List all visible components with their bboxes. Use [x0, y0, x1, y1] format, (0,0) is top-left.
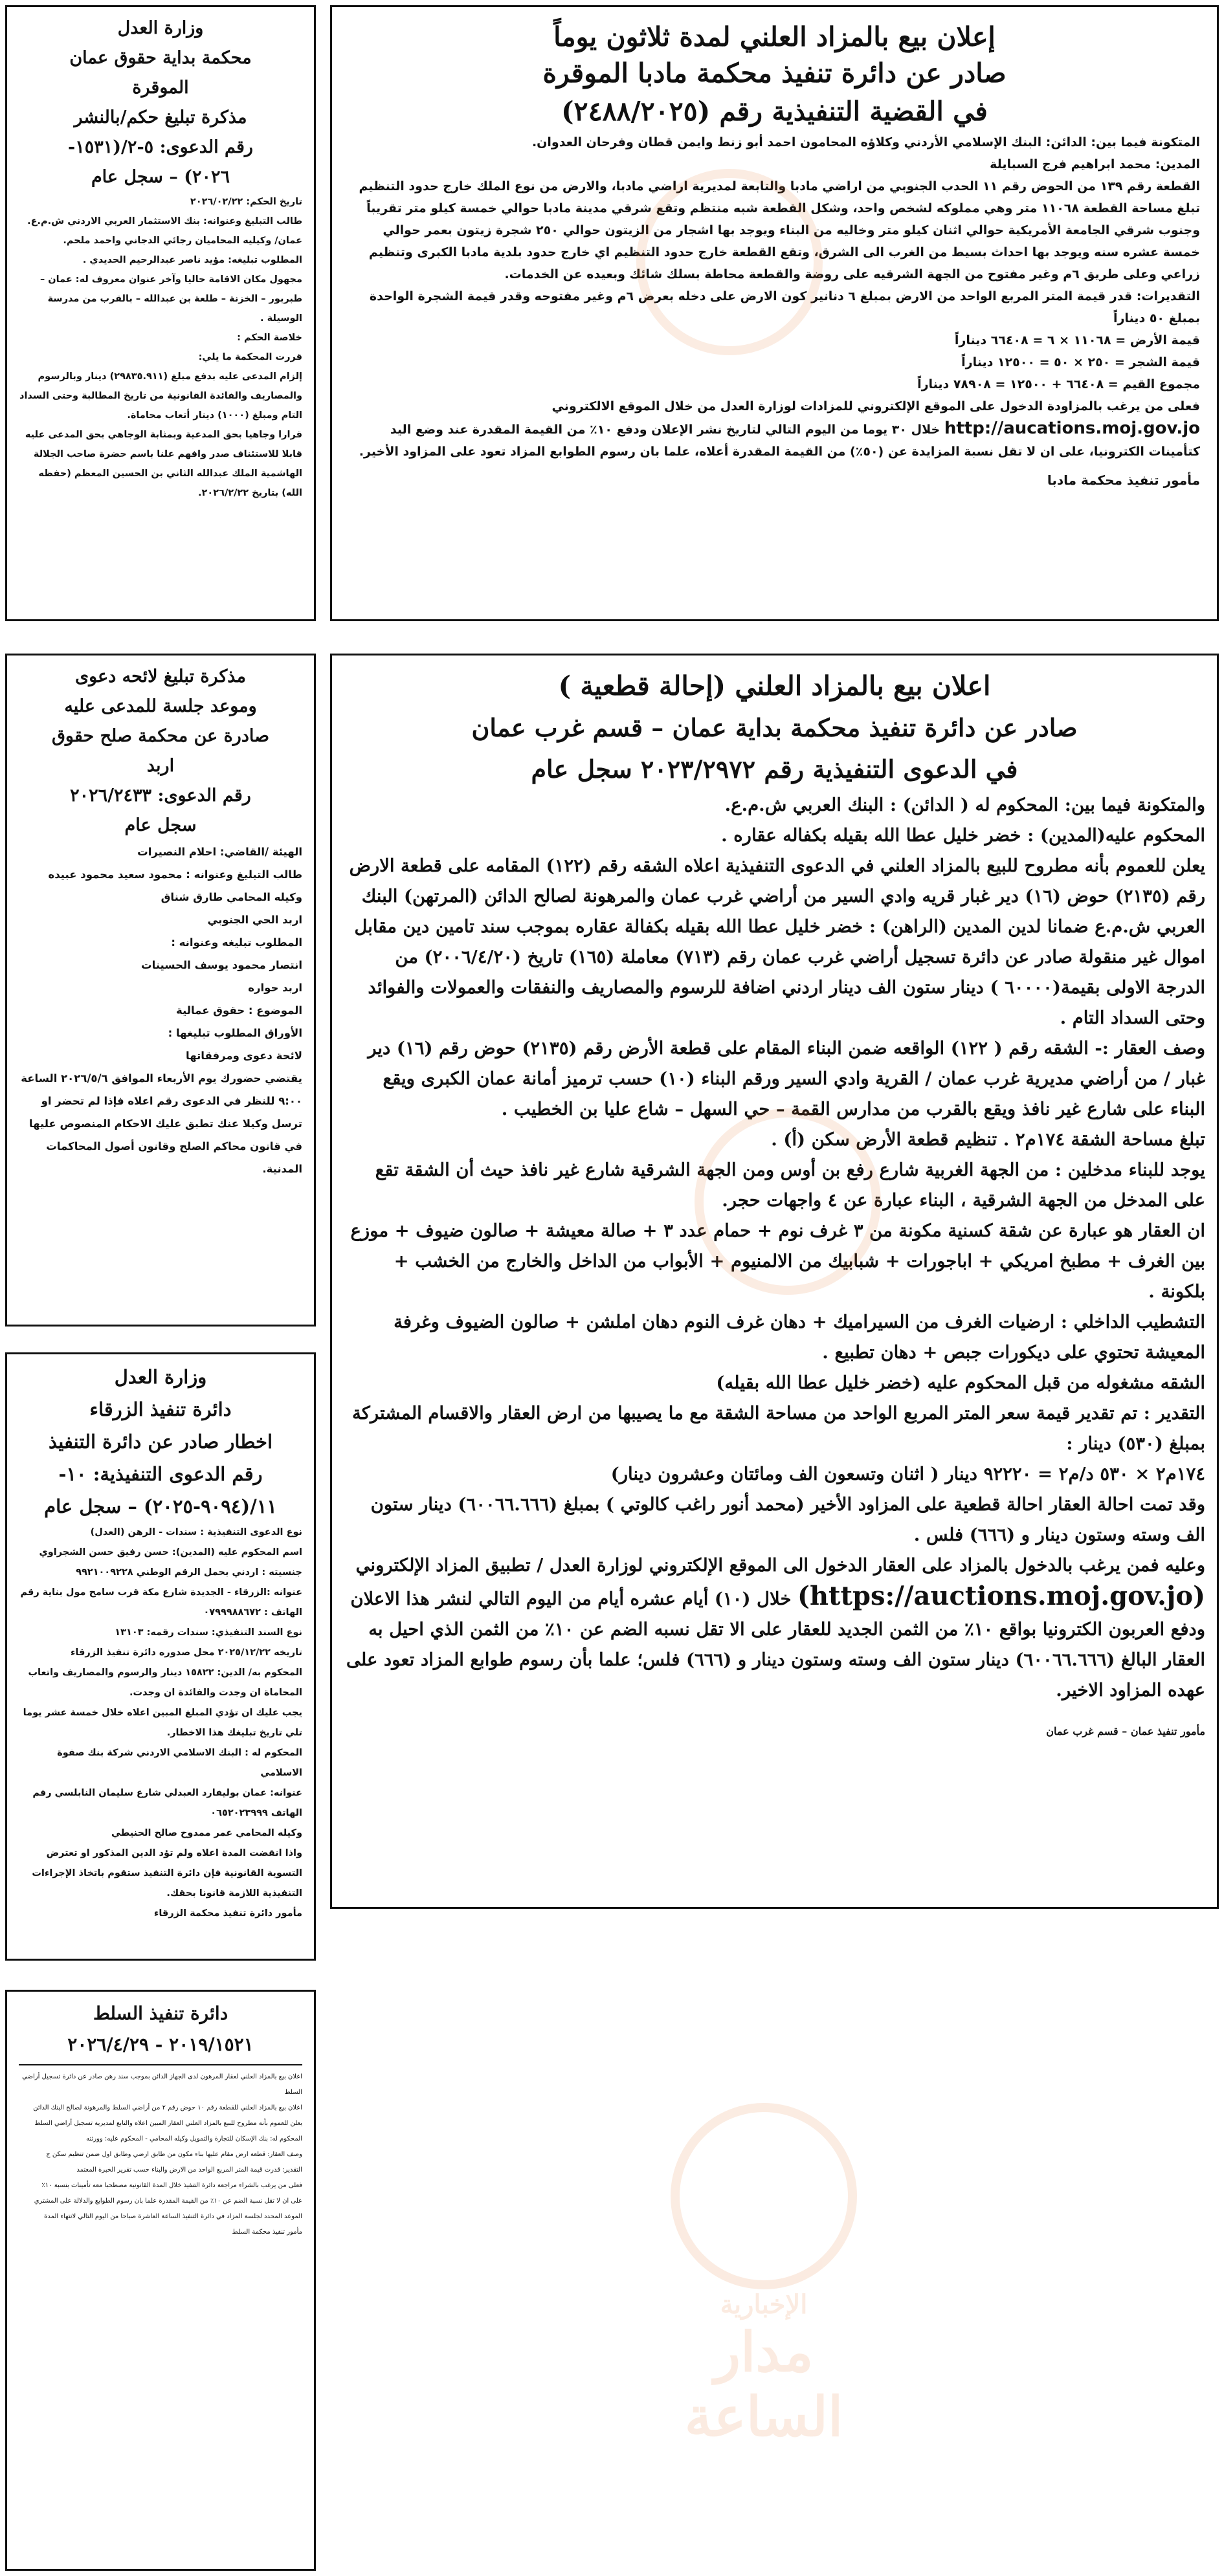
bid-instructions: [349, 395, 1200, 463]
case-number: رقم الدعوى: ٢٠٢٦/٢٤٣٣: [70, 786, 251, 806]
paragraph: المحكوم عليه(المدين) : خضر خليل عطا الله بقيله بكفاله عقاره .: [721, 825, 1205, 846]
notice-title: اعلان بيع بالمزاد العلني (إحالة قطعية ): [558, 670, 991, 701]
notice-madaba-auction: [330, 5, 1219, 621]
memo-title: مذكرة تبليغ حكم/بالنشر: [74, 107, 247, 127]
paragraph: نوع الدعوى التنفيذية : سندات - الرهن (العدل): [90, 1527, 302, 1537]
paragraph: المتكونة فيما بين: الدائن: البنك الإسلامي الأردني وكلاؤه المحامون احمد أبو زنط وايمن قطان وفرحان العدوان.: [531, 135, 1200, 149]
paragraph: خلاصة الحكم :: [237, 333, 302, 343]
notice-case-number: في القضية التنفيذية رقم (٢٤٨٨/٢٠٢٥): [561, 96, 988, 127]
case-number: رقم الدعوى التنفيذية: ١٠-: [58, 1463, 263, 1485]
notice-case-number: في الدعوى التنفيذية رقم ٢٠٢٣/٢٩٧٢ سجل عام: [531, 754, 1018, 784]
memo-title: مذكرة تبليغ لائحه دعوى: [75, 666, 246, 687]
paragraph: يوجد للبناء مدخلين : من الجهة الغربية شارع رفع بن أوس ومن الجهة الشرقية شارع غير نافذ حيث أن الشقة تقع على المدخل من الجهة الشرقية ، البناء عبارة عن ٤ واجهات حجر.: [375, 1160, 1205, 1211]
case-number: رقم الدعوى: ٥-٢/(١٥٣١-: [68, 137, 253, 157]
notice-body: [344, 790, 1205, 1746]
watermark-brand-text: مدار الساعة: [684, 2320, 843, 2449]
bid-text-post: خلال (١٠) أيام عشره أيام من اليوم التالي لنشر هذا الاعلان ودفع العربون الكترونيا بواقع ١٠٪ من الثمن الجديد للعقار على الا تقل نسبه الضم عن ١٠٪ من الثمن الذي احيل به العقار البالغ (٦٠٠٦٦.٦٦٦) دينار ستون الف وسته وستون دينار و (٦٦٦) فلس؛ علما بأن رسوم طوابع المزاد تعود على عهده المزاود الاخير.: [346, 1589, 1205, 1701]
notice-salt-execution: [5, 1990, 316, 2571]
auction-url-link[interactable]: (https://auctions.moj.gov.jo): [797, 1581, 1205, 1611]
bid-text-post: خلال ٣٠ يوما من اليوم التالي لتاريخ نشر الإعلان ودفع ١٠٪ من القيمة المقدرة عند وضع اليد كتأمينات الكترونيا، على ان لا تقل نسبة المزايدة عن (٥٠٪) من القيمة المقدرة أعلاه، علما بان رسوم الطوابع المزاد تعود على المزاود الأخير.: [359, 423, 1200, 459]
paragraph: طالب التبليغ وعنوانه : محمود سعيد محمود عبيده: [48, 868, 302, 881]
notice-subtitle: صادر عن دائرة تنفيذ محكمة مادبا الموقرة: [542, 58, 1007, 89]
paragraph: عنوانه :الزرقاء - الجديدة شارع مكة قرب سامح مول بناية رقم: [20, 1587, 302, 1598]
paragraph: ١٧٤م٢ × ٥٣٠ د/م٢ = ٩٢٢٢٠ دينار ( اثنان وتسعون الف ومائتان وعشرون دينار): [610, 1464, 1205, 1484]
paragraph: اعلان بيع بالمزاد العلني لعقار المرهون لدى الجهاز الدائن بموجب سند رهن صادر عن دائرة تسجيل أراضي السلط: [22, 2073, 302, 2096]
paragraph: المحكوم له : البنك الاسلامي الاردني شركة بنك صفوة الاسلامي: [57, 1748, 302, 1778]
bid-text-pre: وعليه فمن يرغب بالدخول بالمزاد على العقار الدخول الى الموقع الإلكتروني لوزارة العدل / تطبيق المزاد الإلكتروني: [355, 1555, 1205, 1576]
paragraph: الشقه مشغوله من قبل المحكوم عليه (خضر خليل عطا الله بقيله): [716, 1372, 1205, 1393]
paragraph: المدين: محمد ابراهيم فرج السبايلة: [990, 157, 1200, 171]
court-heading: محكمة بداية حقوق عمان: [69, 48, 252, 68]
paragraph: التقدير : تم تقدير قيمة سعر المتر المربع الواحد من مساحة الشقة مع ما يصيبها من ارض العقار والاقسام المشتركة بمبلغ (٥٣٠) دينار :: [352, 1403, 1205, 1454]
watermark-sub-text: الإخبارية: [720, 2289, 808, 2320]
paragraph: لائحة دعوى ومرفقاتها: [186, 1050, 302, 1062]
paragraph: الموضوع : حقوق عمالية: [176, 1004, 302, 1017]
notice-amman-judgment: [5, 5, 316, 621]
paragraph: الهيئة /القاضي: احلام النصيرات: [137, 846, 302, 858]
signature: مأمور تنفيذ محكمة السلط: [232, 2229, 302, 2236]
notice-west-amman-auction: [330, 654, 1219, 1909]
paragraph: اربد الحي الجنوبي: [207, 914, 302, 926]
notice-title: إعلان بيع بالمزاد العلني لمدة ثلاثون يوماً: [553, 21, 996, 52]
department-heading: دائرة تنفيذ الزرقاء: [89, 1398, 232, 1420]
paragraph: عمان/ وكيليه المحاميان رجائي الدجاني واحمد ملحم.: [63, 236, 302, 246]
paragraph: وقد تمت احالة العقار احالة قطعية على المزاود الأخير (محمد أنور راغب كالوتي ) بمبلغ (٦٠٠٦٦.٦٦٦) دينار ستون الف وسته وستون دينار و (٦٦٦) فلس .: [370, 1494, 1205, 1545]
paragraph: يقتضي حضورك يوم الأربعاء الموافق ٢٠٢٦/٥/٦ الساعة ٩:٠٠ للنظر في الدعوى رقم اعلاه فإذا لم تحضر او ترسل وكيلا عنك تطبق عليك الاحكام المنصوص عليها في قانون محاكم الصلح وقانون أصول المحاكمات المدنية.: [21, 1072, 302, 1175]
paragraph: قيمة الشجر = ٢٥٠ × ٥٠ = ١٢٥٠٠ ديناراً: [961, 355, 1200, 369]
paragraph: المحكوم له: بنك الإسكان للتجارة والتمويل وكيله المحامي - المحكوم عليه: وورثته: [86, 2135, 302, 2142]
paragraph: اربد حواره: [248, 982, 302, 994]
paragraph: مجموع القيم = ٦٦٤٠٨ + ١٢٥٠٠ = ٧٨٩٠٨ ديناراً: [917, 377, 1200, 391]
paragraph: والمتكونة فيما بين: المحكوم له ( الدائن) : البنك العربي ش.م.ع.: [724, 795, 1205, 815]
paragraph: وصف العقار: قطعة ارض مقام عليها بناء مكون من طابق ارضي وطابق اول ضمن تنظيم سكن ج: [46, 2151, 302, 2158]
notice-subtitle: صادر عن دائرة تنفيذ محكمة بداية عمان – قسم غرب عمان: [471, 713, 1078, 742]
signature: مأمور تنفيذ محكمة مادبا: [1047, 472, 1200, 488]
paragraph: طالب التبليغ وعنوانه: بنك الاستثمار العربي الاردني ش.م.ع.: [27, 216, 302, 226]
paragraph: انتصار محمود يوسف الحسينات: [141, 959, 302, 971]
watermark-brand: [647, 2103, 880, 2449]
paragraph: يجب عليك ان تؤدي المبلغ المبين اعلاه خلال خمسة عشر يوما تلي تاريخ تبليغك هذا الاخطار.: [23, 1708, 302, 1738]
paragraph: اعلان بيع بالمزاد العلني للقطعة رقم ١٠ حوض رقم ٢ من أراضي السلط والمرهونة لصالح البنك الدائن: [33, 2104, 302, 2111]
paragraph: على ان لا تقل نسبة الضم عن ١٠٪ من القيمة المقدرة علما بان رسوم الطوابع والدلالة على المشتري: [34, 2197, 302, 2205]
bid-instructions: [344, 1550, 1205, 1706]
case-number-suffix: ٢٠٢٦) – سجل عام: [91, 167, 230, 187]
paragraph: جنسيته : اردني بحمل الرقم الوطني ٩٩٢١٠٠٩٢٢٨: [76, 1567, 302, 1578]
paragraph: قرارا وجاهيا بحق المدعية وبمثابة الوجاهي بحق المدعى عليه قابلا للاستئناف صدر وافهم علنا باسم حضرة صاحب الجلالة الهاشمية الملك عبدالله الثاني بن الحسين المعظم (حفظه الله) بتاريخ ٢٠٢٦/٢/٢٢.: [25, 430, 302, 498]
paragraph: يعلن للعموم بأنه مطروح للبيع بالمزاد العلني العقار المبين اعلاه والتابع لمديرية تسجيل أراضي السلط: [34, 2120, 302, 2127]
paragraph: تبلغ مساحة الشقة ١٧٤م٢ . تنظيم قطعة الأرض سكن (أ) .: [771, 1129, 1205, 1150]
ministry-heading: وزارة العدل: [117, 18, 204, 38]
paragraph: يعلن للعموم بأنه مطروح للبيع بالمزاد العلني في الدعوى التنفيذية اعلاه الشقه رقم (١٢٢) المقامه على قطعة الارض رقم (٢١٣٥) حوض (١٦) دير غبار قريه وادي السير من أراضي غرب عمان والمرهونة لصالح الدائن (المرتهن) البنك العربي ش.م.ع ضمانا لدين المدين (الراهن) : خضر خليل عطا الله بقيله بكفالة عقاره بموجب سند تامين دين مقابل اموال غير منقولة صادر عن دائرة تسجيل أراضي غرب عمان رقم (٧١٣) معاملة (١٦٥) تاريخ (٢٠٠٦/٤/٢٠) من الدرجة الاولى بقيمة(٦٠٠٠٠ ) دينار ستون الف دينار اردني اضافة للرسوم والمصاريف والنفقات والعمولات والفوائد وحتى السداد التام .: [349, 855, 1205, 1028]
case-number-suffix: ١١/(٩٠٩٤-٢٠٢٥) – سجل عام: [44, 1495, 277, 1517]
court-city: اربد: [146, 756, 175, 776]
paragraph: نوع السند التنفيذي: سندات رقمه: ١٣١٠٣: [115, 1627, 302, 1638]
signature: مأمور دائرة تنفيذ محكمة الزرقاء: [153, 1908, 302, 1919]
signature: مأمور تنفيذ عمان – قسم غرب عمان: [1046, 1725, 1205, 1737]
paragraph: قيمة الأرض = ١١٠٦٨ × ٦ = ٦٦٤٠٨ ديناراً: [954, 333, 1200, 347]
divider: [19, 2064, 302, 2065]
paragraph: تاريخ الحكم: ٢٠٢٦/٠٢/٢٢: [190, 197, 302, 207]
paragraph: التقدير: قدرت قيمة المتر المربع الواحد من الارض والبناء حسب تقرير الخبرة المعتمد: [76, 2166, 302, 2174]
paragraph: واذا انقضت المدة اعلاه ولم تؤد الدين المذكور او تعترض التسوية القانونية فإن دائرة التنفيذ ستقوم باتخاذ الإجراءات التنفيذية اللازمة قانونا بحقك.: [32, 1848, 302, 1899]
auction-url-link[interactable]: http://aucations.moj.gov.jo: [944, 419, 1200, 438]
court-heading: صادرة عن محكمة صلح حقوق: [51, 726, 270, 746]
paragraph: الهاتف : ٠٧٩٩٩٨٨٦٧٢: [203, 1607, 302, 1618]
department-heading: دائرة تنفيذ السلط: [93, 2003, 228, 2024]
paragraph: وكيله المحامي طارق شناق: [161, 891, 302, 903]
paragraph: التشطيب الداخلي : ارضيات الغرف من السيراميك + دهان غرف النوم دهان املشن + صالون الضيوف وغرفة المعيشة تحتوي على ديكورات جبص + دهان تطبيع .: [394, 1312, 1205, 1363]
paragraph: التقديرات: قدر قيمة المتر المربع الواحد من الارض بمبلغ ٦ دنانير كون الارض على دخله بعرض ٦م وغير مفتوحه وقدر قيمة الشجرة الواحدة بمبلغ ٥٠ ديناراً: [369, 289, 1200, 325]
case-number-suffix: سجل عام: [124, 815, 197, 835]
paragraph: الموعد المحدد لجلسة المزاد في دائرة التنفيذ الساعة العاشرة صباحا من اليوم التالي لانتهاء المدة: [44, 2213, 302, 2220]
notice-irbid-summons: [5, 654, 316, 1327]
paragraph: وكيله المحامي عمر ممدوح صالح الحنيطي: [111, 1828, 302, 1838]
case-number: ٢٠١٩/١٥٢١ - ٢٠٢٦/٤/٢٩: [67, 2034, 254, 2055]
memo-title: اخطار صادر عن دائرة التنفيذ: [48, 1431, 273, 1453]
memo-title-line2: وموعد جلسة للمدعى عليه: [64, 696, 257, 716]
paragraph: إلزام المدعى عليه بدفع مبلغ (٢٩٨٣٥.٩١١) دينار وبالرسوم والمصاريف والفائدة القانونية من تاريخ المطالبة وحتى السداد التام ومبلغ (١٠٠٠) دينار أتعاب محاماة.: [19, 371, 302, 421]
notice-body: [349, 131, 1200, 491]
paragraph: قررت المحكمة ما يلي:: [198, 352, 302, 362]
bid-text-pre: فعلى من يرغب بالمزاودة الدخول على الموقع الإلكتروني للمزادات لوزارة العدل من خلال الموقع الالكتروني: [551, 399, 1200, 413]
court-heading-suffix: الموقرة: [132, 78, 189, 98]
paragraph: المطلوب تبليغه وعنوانه :: [171, 936, 302, 949]
ministry-heading: وزارة العدل: [114, 1366, 207, 1388]
paragraph: المطلوب تبليغه: مؤيد ناصر عبدالرحيم الحديدي .: [82, 255, 302, 265]
notice-zarqa-execution: [5, 1352, 316, 1961]
paragraph: ان العقار هو عبارة عن شقة كسنية مكونة من ٣ غرف نوم + حمام عدد ٣ + صالة معيشة + صالون ضيوف + موزع بين الغرف + مطبخ امريكي + اباجورات + شبابيك من الالمنيوم + الأبواب من الداخل والخارج من الخشب + بلكونة .: [350, 1220, 1205, 1302]
paragraph: فعلى من يرغب بالشراء مراجعة دائرة التنفيذ خلال المدة القانونية مصطحبا معه تأمينات بنسبة ١٠٪: [41, 2182, 302, 2189]
paragraph: تاريخه ٢٠٢٥/١٢/٢٢ محل صدوره دائرة تنفيذ الزرقاء: [71, 1647, 302, 1658]
paragraph: وصف العقار :- الشقه رقم ( ١٢٢) الواقعه ضمن البناء المقام على قطعة الأرض رقم (٢١٣٥) حوض رقم (١٦) دير غبار / من أراضي مديرية غرب عمان / القرية وادي السير ورقم البناء (١٠) حسب ترميز أمانة عمان الكبرى ويقع البناء على شارع غير نافذ ويقع بالقرب من مدارس القمة – حي السهل – شاع عليا بن الخطيب .: [368, 1038, 1205, 1119]
paragraph: القطعة رقم ١٣٩ من الحوض رقم ١١ الحدب الجنوبي من اراضي مادبا والتابعة لمديرية اراضي مادبا، والارض من نوع الملك خارج حدود التنظيم تبلغ مساحة القطعة ١١٠٦٨ متر وهي مملوكه لشخص واحد، وشكل القطعة شبه منتظم وتقع شرقي مدينة مادبا حوالي خمسة كيلو متر تقريباً وجنوب شرقي الجامعة الأمريكية حوالي اثنان كيلو متر وخاليه من البناء ويوجد بها اشجار من الزيتون حوالي ٢٥٠ شجرة زيتون بعمر حوالي خمسة عشره سنه ويوجد بها احداث بسيط من الغرب الى الشرق، وتقع القطعة خارج حدود التنظيم اي خارج حدود بلدية مادبا الكبرى وتنظيم زراعي وعلى طريق ٦م وغير مفتوح من الجهة الشرقيه على روضة والقطعة محاطة بسلك شائك وبعيده عن الخدمات.: [359, 179, 1200, 281]
paragraph: الأوراق المطلوب تبليغها :: [168, 1027, 302, 1039]
paragraph: مجهول مكان الاقامة حاليا وآخر عنوان معروف له: عمان – طبربور – الخزنة – طلعة بن عبدالله – بالقرب من مدرسة الوسيلة .: [39, 274, 302, 324]
paragraph: اسم المحكوم عليه (المدين): حسن رفيق حسن الشجراوي: [39, 1547, 302, 1558]
paragraph: المحكوم به/ الدين: ١٥٨٢٢ دينار والرسوم والمصاريف واتعاب المحاماة ان وجدت والفائدة ان وجدت.: [28, 1668, 302, 1698]
paragraph: عنوانه: عمان بوليفارد العبدلي شارع سليمان النابلسي رقم الهاتف ٠٦٥٢٠٢٣٩٩٩: [32, 1788, 302, 1818]
